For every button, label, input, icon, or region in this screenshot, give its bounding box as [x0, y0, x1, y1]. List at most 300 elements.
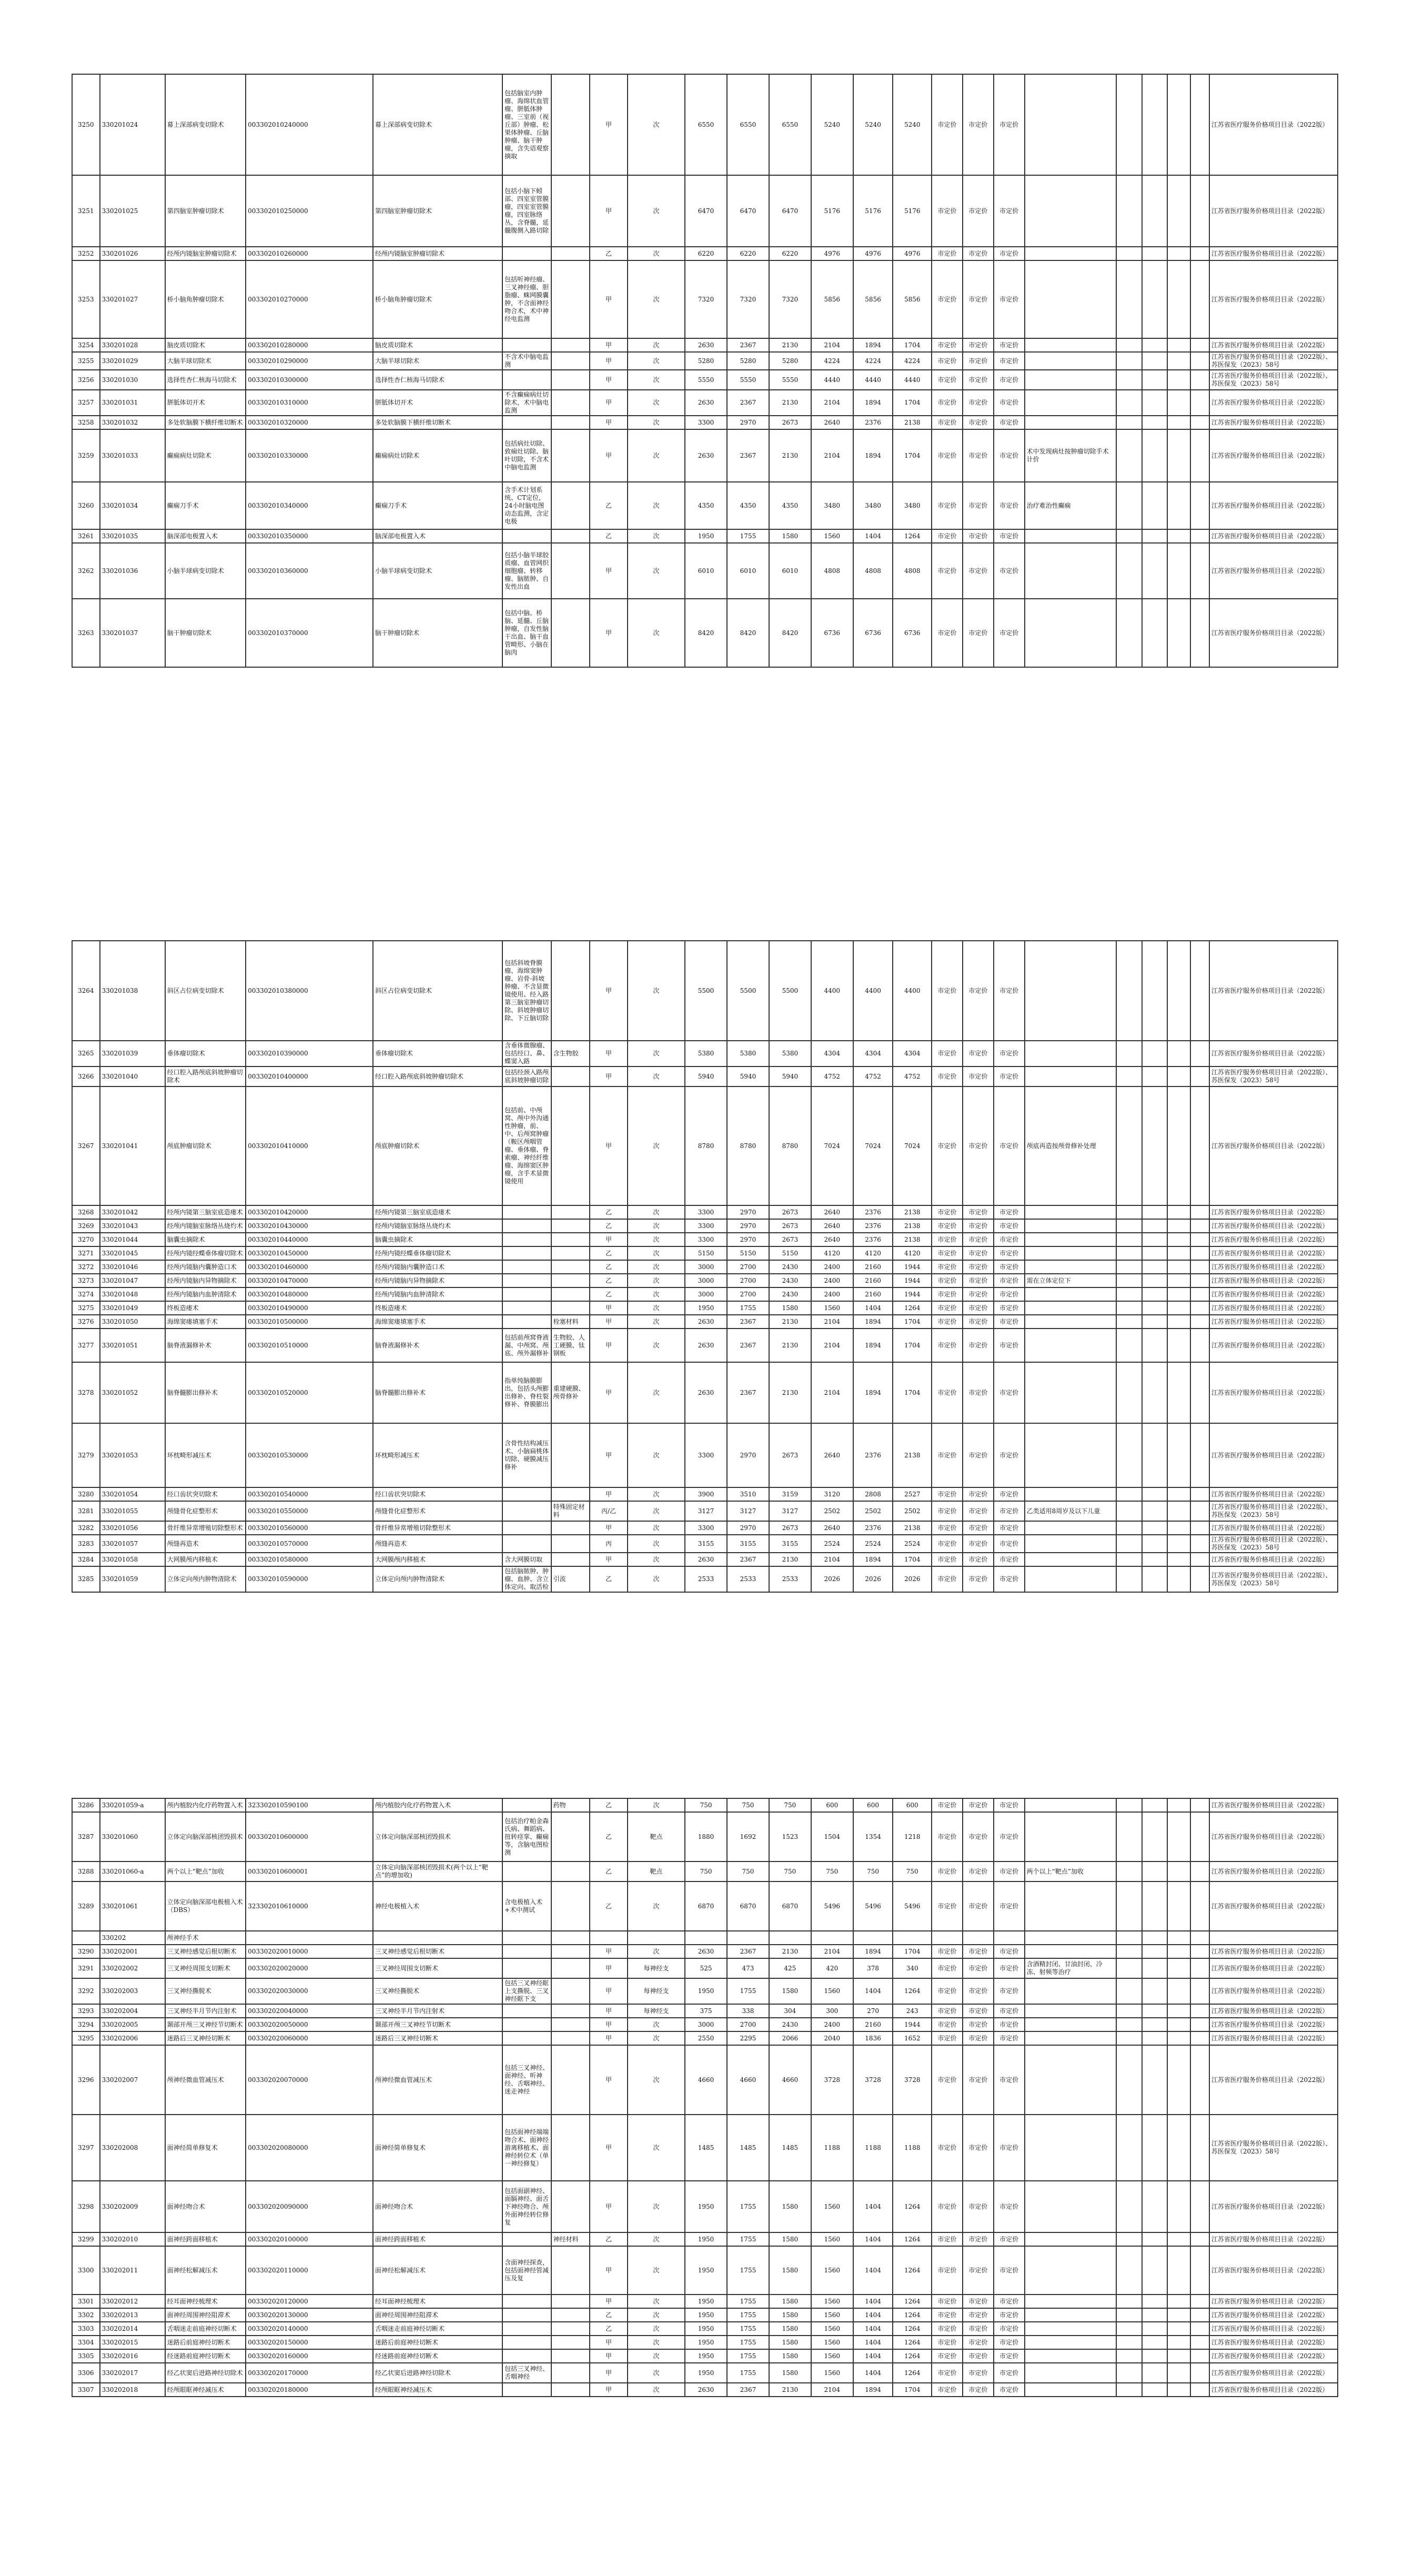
cell-code: 330201046	[100, 1260, 165, 1274]
table-row	[72, 2363, 1338, 2383]
cell-blank4	[1190, 1274, 1209, 1287]
cell-cls: 甲	[590, 2363, 628, 2383]
cell-p6: 1652	[893, 2031, 932, 2045]
cell-fee_code: 003302010600000	[246, 1812, 373, 1861]
cell-p2: 2970	[727, 1219, 769, 1233]
cell-g2: 市定价	[963, 1798, 994, 1812]
cell-content: 包括中脑、桥脑、延髓、丘脑肿瘤，自发性脑干出血、脑干血管畸形、小脑在脑肉	[502, 599, 551, 667]
cell-cls: 甲	[590, 1362, 628, 1423]
cell-src: 江苏省医疗服务价格项目目录（2022版）	[1209, 338, 1338, 352]
cell-g3: 市定价	[994, 1329, 1025, 1362]
cell-note	[1025, 1233, 1117, 1246]
cell-g2: 市定价	[963, 390, 994, 416]
cell-code: 330201037	[100, 599, 165, 667]
cell-blank1	[1116, 1260, 1142, 1274]
cell-content: 包括听神经瘤、三叉神经瘤、胆脂瘤、蛛网膜囊肿，不含面神经吻合术，术中神经电监测	[502, 260, 551, 338]
cell-p4: 750	[811, 1861, 853, 1881]
cell-p2: 6220	[727, 247, 769, 260]
cell-g2: 市定价	[963, 1260, 994, 1274]
cell-blank4	[1190, 1535, 1209, 1553]
cell-src	[1209, 1931, 1338, 1945]
table-row	[72, 1329, 1338, 1362]
cell-fee_code: 003302020060000	[246, 2031, 373, 2045]
cell-std_name: 三叉神经感觉后根切断术	[373, 1945, 502, 1958]
cell-blank1	[1116, 1945, 1142, 1958]
cell-blank2	[1142, 1978, 1167, 2004]
cell-g2: 市定价	[963, 2336, 994, 2349]
cell-p4: 2640	[811, 1521, 853, 1535]
cell-name: 终板造瘘术	[165, 1301, 246, 1315]
cell-g1: 市定价	[932, 1881, 963, 1931]
cell-blank2	[1142, 1086, 1167, 1205]
cell-g2: 市定价	[963, 2349, 994, 2363]
cell-p4: 1560	[811, 2181, 853, 2232]
cell-p5: 2376	[853, 1233, 893, 1246]
cell-content	[502, 247, 551, 260]
cell-p2: 1755	[727, 2181, 769, 2232]
cell-p3: 1580	[769, 2308, 811, 2322]
cell-note	[1025, 2018, 1117, 2031]
cell-p5: 2502	[853, 1501, 893, 1521]
cell-blank4	[1190, 1978, 1209, 2004]
cell-src: 江苏省医疗服务价格项目目录（2022版）	[1209, 1329, 1338, 1362]
cell-blank1	[1116, 941, 1142, 1041]
cell-blank2	[1142, 247, 1167, 260]
cell-blank1	[1116, 1041, 1142, 1066]
cell-p4: 2104	[811, 2383, 853, 2397]
cell-fee_code: 003302010240000	[246, 74, 373, 175]
cell-g1: 市定价	[932, 1260, 963, 1274]
cell-std_name: 脑深部电极置入术	[373, 529, 502, 543]
cell-unit: 次	[628, 1501, 685, 1521]
cell-g3: 市定价	[994, 2246, 1025, 2295]
cell-excl	[551, 2246, 590, 2295]
cell-p2: 1692	[727, 1812, 769, 1861]
cell-cls: 丙/乙	[590, 1501, 628, 1521]
cell-std_name: 垂体瘤切除术	[373, 1041, 502, 1066]
cell-content	[502, 416, 551, 429]
cell-p3: 2130	[769, 2383, 811, 2397]
cell-blank4	[1190, 2383, 1209, 2397]
cell-g1: 市定价	[932, 543, 963, 599]
cell-seq: 3283	[72, 1535, 100, 1553]
cell-excl	[551, 2308, 590, 2322]
cell-blank4	[1190, 370, 1209, 390]
cell-content: 不含术中脑电监测	[502, 352, 551, 370]
cell-blank2	[1142, 2295, 1167, 2308]
cell-unit: 次	[628, 352, 685, 370]
cell-blank3	[1167, 260, 1190, 338]
cell-seq: 3266	[72, 1066, 100, 1086]
cell-p5: 1404	[853, 2308, 893, 2322]
cell-p4: 1560	[811, 2336, 853, 2349]
cell-p6	[893, 1931, 932, 1945]
cell-std_name: 终板造瘘术	[373, 1301, 502, 1315]
cell-p5: 2026	[853, 1566, 893, 1592]
cell-p3: 1580	[769, 2336, 811, 2349]
cell-cls: 甲	[590, 1423, 628, 1487]
cell-p5: 1404	[853, 1978, 893, 2004]
cell-fee_code: 323302010590100	[246, 1798, 373, 1812]
cell-g1: 市定价	[932, 1246, 963, 1260]
cell-p3: 5280	[769, 352, 811, 370]
cell-note	[1025, 390, 1117, 416]
cell-g2: 市定价	[963, 247, 994, 260]
cell-p6: 1944	[893, 1260, 932, 1274]
cell-name: 经颅内镜脑内血肿清除术	[165, 1287, 246, 1301]
cell-p4: 2640	[811, 1219, 853, 1233]
cell-code: 330201028	[100, 338, 165, 352]
cell-cls: 甲	[590, 1553, 628, 1566]
cell-blank1	[1116, 1329, 1142, 1362]
cell-unit: 次	[628, 1233, 685, 1246]
table-row	[72, 1260, 1338, 1274]
cell-blank1	[1116, 1978, 1142, 2004]
cell-p4: 1504	[811, 1812, 853, 1861]
cell-p1: 7320	[685, 260, 727, 338]
cell-src: 江苏省医疗服务价格项目目录（2022版）	[1209, 1553, 1338, 1566]
cell-cls: 甲	[590, 2004, 628, 2018]
cell-blank4	[1190, 599, 1209, 667]
cell-note	[1025, 1205, 1117, 1219]
cell-g3: 市定价	[994, 1086, 1025, 1205]
cell-unit: 次	[628, 1205, 685, 1219]
cell-note: 颅底再造按颅骨修补处理	[1025, 1086, 1117, 1205]
cell-g3: 市定价	[994, 1861, 1025, 1881]
cell-g3: 市定价	[994, 1274, 1025, 1287]
cell-seq: 3253	[72, 260, 100, 338]
cell-blank2	[1142, 1487, 1167, 1501]
cell-blank3	[1167, 2018, 1190, 2031]
cell-p1: 750	[685, 1798, 727, 1812]
cell-p5	[853, 1931, 893, 1945]
cell-name: 经颅眼眶神经减压术	[165, 2383, 246, 2397]
cell-blank2	[1142, 2322, 1167, 2336]
cell-p6: 2138	[893, 1205, 932, 1219]
cell-content: 不含癫痫病灶切除术，术中脑电监测	[502, 390, 551, 416]
cell-note: 两个以上“靶点”加收	[1025, 1861, 1117, 1881]
cell-p3: 8780	[769, 1086, 811, 1205]
cell-unit: 次	[628, 543, 685, 599]
cell-p1: 1880	[685, 1812, 727, 1861]
cell-code: 330202002	[100, 1958, 165, 1978]
cell-p5: 4976	[853, 247, 893, 260]
cell-code: 330202011	[100, 2246, 165, 2295]
cell-blank4	[1190, 1487, 1209, 1501]
cell-name: 脑深部电极置入术	[165, 529, 246, 543]
cell-unit: 次	[628, 1219, 685, 1233]
table-row	[72, 1274, 1338, 1287]
cell-blank1	[1116, 338, 1142, 352]
page-1	[72, 74, 1338, 668]
cell-p3: 4660	[769, 2045, 811, 2115]
cell-p1: 2630	[685, 390, 727, 416]
cell-p3: 3127	[769, 1501, 811, 1521]
cell-p4: 2400	[811, 1287, 853, 1301]
cell-fee_code: 003302010500000	[246, 1315, 373, 1329]
cell-g2: 市定价	[963, 1978, 994, 2004]
cell-g2: 市定价	[963, 529, 994, 543]
cell-g1: 市定价	[932, 529, 963, 543]
cell-excl	[551, 1219, 590, 1233]
cell-p3: 6550	[769, 74, 811, 175]
cell-p5: 1404	[853, 1301, 893, 1315]
cell-blank4	[1190, 2018, 1209, 2031]
cell-note	[1025, 2383, 1117, 2397]
cell-std_name: 迷路后三叉神经切断术	[373, 2031, 502, 2045]
cell-fee_code: 003302020130000	[246, 2308, 373, 2322]
cell-code: 330201047	[100, 1274, 165, 1287]
cell-content: 包括三叉神经、舌咽神经	[502, 2363, 551, 2383]
cell-p4: 2400	[811, 2018, 853, 2031]
cell-p2: 2295	[727, 2031, 769, 2045]
cell-p6: 5496	[893, 1881, 932, 1931]
cell-code: 330201050	[100, 1315, 165, 1329]
table-row	[72, 429, 1338, 482]
cell-excl	[551, 260, 590, 338]
cell-p4: 1560	[811, 1301, 853, 1315]
cell-excl	[551, 2045, 590, 2115]
cell-note	[1025, 338, 1117, 352]
cell-blank4	[1190, 543, 1209, 599]
cell-seq: 3297	[72, 2115, 100, 2181]
cell-g3: 市定价	[994, 2181, 1025, 2232]
cell-p2: 2700	[727, 2018, 769, 2031]
cell-blank4	[1190, 390, 1209, 416]
cell-note	[1025, 1066, 1117, 1086]
cell-g1: 市定价	[932, 1423, 963, 1487]
cell-p5: 2160	[853, 1274, 893, 1287]
cell-blank3	[1167, 1329, 1190, 1362]
cell-src: 江苏省医疗服务价格项目目录（2022版）	[1209, 1086, 1338, 1205]
cell-blank4	[1190, 1066, 1209, 1086]
cell-cls: 甲	[590, 1086, 628, 1205]
cell-code: 330202017	[100, 2363, 165, 2383]
cell-g2: 市定价	[963, 1315, 994, 1329]
cell-cls: 乙	[590, 1798, 628, 1812]
cell-excl	[551, 390, 590, 416]
cell-content: 含大网膜切取	[502, 1553, 551, 1566]
cell-p3: 2673	[769, 1205, 811, 1219]
cell-code: 330201049	[100, 1301, 165, 1315]
cell-blank3	[1167, 1931, 1190, 1945]
cell-seq: 3304	[72, 2336, 100, 2349]
cell-content: 含手术计划系统、CT定位，24小时脑电图动态监测，含定电极	[502, 482, 551, 529]
cell-p4: 5496	[811, 1881, 853, 1931]
cell-note: 乙类适用8周岁及以下儿童	[1025, 1501, 1117, 1521]
cell-code: 330201055	[100, 1501, 165, 1521]
cell-unit: 次	[628, 247, 685, 260]
cell-g3: 市定价	[994, 482, 1025, 529]
cell-p1: 1950	[685, 2322, 727, 2336]
cell-g3: 市定价	[994, 1566, 1025, 1592]
cell-g2: 市定价	[963, 1945, 994, 1958]
cell-blank2	[1142, 1246, 1167, 1260]
cell-cls: 乙	[590, 1205, 628, 1219]
cell-blank3	[1167, 1861, 1190, 1881]
cell-content	[502, 1301, 551, 1315]
cell-blank1	[1116, 2018, 1142, 2031]
cell-fee_code: 003302010400000	[246, 1066, 373, 1086]
cell-g3: 市定价	[994, 1521, 1025, 1535]
cell-note	[1025, 1246, 1117, 1260]
cell-p3: 1580	[769, 2232, 811, 2246]
cell-p6: 1264	[893, 2336, 932, 2349]
cell-p6: 1264	[893, 2349, 932, 2363]
cell-g1: 市定价	[932, 1521, 963, 1535]
cell-seq: 3269	[72, 1219, 100, 1233]
cell-name: 小脑半球病变切除术	[165, 543, 246, 599]
cell-p1: 2630	[685, 1553, 727, 1566]
cell-blank2	[1142, 482, 1167, 529]
cell-fee_code: 003302010320000	[246, 416, 373, 429]
cell-name: 癫痫病灶切除术	[165, 429, 246, 482]
cell-std_name: 脑脊液漏修补术	[373, 1329, 502, 1362]
cell-blank4	[1190, 1931, 1209, 1945]
cell-g1: 市定价	[932, 2322, 963, 2336]
cell-cls: 乙	[590, 1260, 628, 1274]
cell-seq: 3250	[72, 74, 100, 175]
cell-seq: 3278	[72, 1362, 100, 1423]
cell-blank4	[1190, 1423, 1209, 1487]
cell-cls: 甲	[590, 175, 628, 247]
cell-p6: 5240	[893, 74, 932, 175]
cell-code: 330201033	[100, 429, 165, 482]
cell-name: 颅内植胶内化疗药物置入术	[165, 1798, 246, 1812]
cell-content: 包括脑室内肿瘤、海绵状血管瘤、胼胝体肿瘤、三室前（视丘部）肿瘤、松果体肿瘤、丘脑肿瘤、脑干肿瘤，含失语观察摘取	[502, 74, 551, 175]
cell-p5: 1894	[853, 2383, 893, 2397]
cell-fee_code: 003302020170000	[246, 2363, 373, 2383]
cell-g2: 市定价	[963, 482, 994, 529]
cell-g1: 市定价	[932, 1362, 963, 1423]
cell-std_name: 舌咽迷走前庭神经切断术	[373, 2322, 502, 2336]
cell-p1: 2630	[685, 1315, 727, 1329]
cell-blank1	[1116, 2349, 1142, 2363]
cell-name: 脑脊液漏修补术	[165, 1329, 246, 1362]
cell-g3: 市定价	[994, 74, 1025, 175]
cell-src: 江苏省医疗服务价格项目目录（2022版）	[1209, 1287, 1338, 1301]
cell-g1: 市定价	[932, 1978, 963, 2004]
cell-src: 江苏省医疗服务价格项目目录（2022版）	[1209, 1041, 1338, 1066]
cell-unit: 次	[628, 2349, 685, 2363]
cell-blank3	[1167, 1978, 1190, 2004]
cell-g3: 市定价	[994, 1233, 1025, 1246]
cell-blank4	[1190, 1362, 1209, 1423]
cell-note	[1025, 1041, 1117, 1066]
cell-name: 经口齿状突切除术	[165, 1487, 246, 1501]
cell-blank1	[1116, 1219, 1142, 1233]
cell-src: 江苏省医疗服务价格项目目录（2022版）、苏医保发（2023）58号	[1209, 370, 1338, 390]
cell-seq: 3252	[72, 247, 100, 260]
cell-name: 多处软脑膜下横纤维切断术	[165, 416, 246, 429]
cell-fee_code: 003302020160000	[246, 2349, 373, 2363]
cell-std_name: 选择性杏仁核海马切除术	[373, 370, 502, 390]
cell-name: 经颅内镜脑内囊肿造口术	[165, 1260, 246, 1274]
cell-src: 江苏省医疗服务价格项目目录（2022版）	[1209, 416, 1338, 429]
cell-code: 330202015	[100, 2336, 165, 2349]
cell-name: 经口腔入路颅底斜坡肿瘤切除术	[165, 1066, 246, 1086]
cell-blank3	[1167, 1362, 1190, 1423]
cell-blank2	[1142, 2383, 1167, 2397]
cell-blank1	[1116, 1958, 1142, 1978]
cell-p3: 2130	[769, 338, 811, 352]
cell-blank4	[1190, 247, 1209, 260]
cell-g3: 市定价	[994, 2045, 1025, 2115]
cell-g1: 市定价	[932, 352, 963, 370]
cell-p1: 3000	[685, 1287, 727, 1301]
cell-note	[1025, 1301, 1117, 1315]
cell-src: 江苏省医疗服务价格项目目录（2022版）	[1209, 2045, 1338, 2115]
cell-cls: 甲	[590, 74, 628, 175]
cell-p5: 4400	[853, 941, 893, 1041]
cell-blank4	[1190, 2363, 1209, 2383]
cell-blank2	[1142, 2031, 1167, 2045]
cell-p1: 1950	[685, 1978, 727, 2004]
cell-p5: 1404	[853, 2322, 893, 2336]
cell-blank4	[1190, 2004, 1209, 2018]
cell-std_name: 经口齿状突切除术	[373, 1487, 502, 1501]
cell-note	[1025, 1329, 1117, 1362]
table-row	[72, 175, 1338, 247]
cell-p4: 2524	[811, 1535, 853, 1553]
cell-note	[1025, 247, 1117, 260]
cell-unit: 次	[628, 1287, 685, 1301]
cell-std_name: 经迷路前庭神经切断术	[373, 2349, 502, 2363]
cell-cls: 甲	[590, 1066, 628, 1086]
cell-cls: 乙	[590, 1287, 628, 1301]
cell-p2: 5380	[727, 1041, 769, 1066]
cell-p1: 5940	[685, 1066, 727, 1086]
cell-content	[502, 338, 551, 352]
cell-p4: 1188	[811, 2115, 853, 2181]
cell-blank4	[1190, 1086, 1209, 1205]
cell-p3: 425	[769, 1958, 811, 1978]
cell-src: 江苏省医疗服务价格项目目录（2022版）	[1209, 1260, 1338, 1274]
cell-p2: 1755	[727, 1978, 769, 2004]
cell-p5: 1894	[853, 390, 893, 416]
cell-blank3	[1167, 1812, 1190, 1861]
cell-g1: 市定价	[932, 2181, 963, 2232]
cell-std_name: 面神经吻合术	[373, 2181, 502, 2232]
cell-g2: 市定价	[963, 1246, 994, 1260]
cell-blank3	[1167, 2045, 1190, 2115]
cell-blank4	[1190, 1260, 1209, 1274]
cell-cls: 甲	[590, 2181, 628, 2232]
cell-unit: 次	[628, 1521, 685, 1535]
cell-src: 江苏省医疗服务价格项目目录（2022版）、苏医保发（2023）58号	[1209, 1501, 1338, 1521]
cell-unit: 每神经支	[628, 2004, 685, 2018]
cell-g1: 市定价	[932, 1041, 963, 1066]
cell-p4: 4752	[811, 1066, 853, 1086]
cell-p2: 1755	[727, 2295, 769, 2308]
cell-blank4	[1190, 338, 1209, 352]
cell-fee_code: 003302010430000	[246, 1219, 373, 1233]
cell-fee_code: 003302010280000	[246, 338, 373, 352]
cell-seq: 3290	[72, 1945, 100, 1958]
cell-code: 330201054	[100, 1487, 165, 1501]
cell-p3: 1580	[769, 2295, 811, 2308]
cell-blank1	[1116, 1246, 1142, 1260]
cell-content: 包括面神经端端吻合术、面神经游离移植术、面神经转位术（单一神经修复）	[502, 2115, 551, 2181]
cell-blank1	[1116, 1566, 1142, 1592]
cell-unit: 次	[628, 2363, 685, 2383]
cell-blank1	[1116, 1812, 1142, 1861]
cell-g3: 市定价	[994, 529, 1025, 543]
cell-p1: 1485	[685, 2115, 727, 2181]
cell-blank3	[1167, 2232, 1190, 2246]
cell-name: 脑脊髓膨出修补术	[165, 1362, 246, 1423]
cell-g3: 市定价	[994, 2336, 1025, 2349]
